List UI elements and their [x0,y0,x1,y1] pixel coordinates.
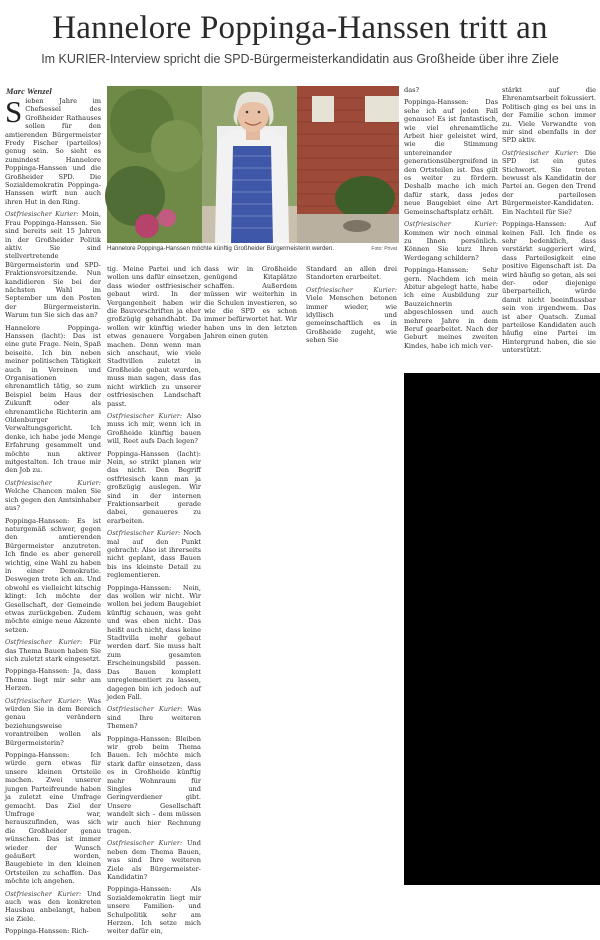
paragraph: tig. Meine Partei und ich wollen uns dafür einsetzen, dass wieder ostfriesischer gebaut wird. In der Vergangenheit haben wir die Bauvorschriften ja eher großzügig gehandhabt. Da wollen wir künftig wieder etwas genauere Vorgaben machen. Denn wenn man sich anschaut, wie viele Stadtvillen zuletzt in Großheide gebaut wurden, muss man sagen, dass das nicht wirklich zu unserer ostfriesischen Landschaft passt. [107,265,201,408]
paragraph: Poppinga-Hanssen: Ich würde gern etwas für unsere kleinen Ortsteile machen. Zwei unserer jungen Parteifreunde haben ja zuletzt eine Umfrage gemacht. Das Ziel der Umfrage war, herauszufinden, was sich die Großheider genau wünschen. Das ist immer wieder der Wunsch geäußert worden, Baugebiete in den kleinen Ortsteilen zu schaffen. Das möchte ich angehen. [5,751,101,886]
headline: Hannelore Poppinga-Hanssen tritt an [52,10,548,46]
paragraph: Poppinga-Hanssen: Ja, dass Thema liegt mir sehr am Herzen. [5,667,101,693]
paragraph: dass wir in Großheide genügend Kitaplätze schaffen. Außerdem müssen wir weiterhin in die Schulen investieren, so wie die SPD es schon immer befürwortet hat. Wir haben uns in den letzten Jahren einen guten [204,265,297,341]
paragraph: Ostfriesischer Kurier: Was sind Ihre weiteren Themen? [107,705,201,731]
paragraph: Ostfriesischer Kurier: Und neben dem Thema Bauen, was sind Ihre weiteren Ziele als Bürgermeister-Kandidatin? [107,839,202,882]
paragraph: Ostfriesischer Kurier: Noch mal auf den Punkt gebracht: Also ist ihrerseits nicht geplant, dass Bauen bis ins kleinste Detail zu reglementieren. [107,529,202,580]
paragraph: Poppinga-Hanssen: Nein, das wollen wir nicht. Wir wollen bei jedem Baugebiet künftig schauen, was geht und was eben nicht. Das heißt auch nicht, dass keine Stadtvilla mehr gebaut werden darf. Sie muss halt zum gesamten Erscheinungsbild passen. Das Bauen komplett unreglementiert zu lassen, dagegen bin ich jedoch auf jeden Fall. [107,583,201,701]
caption-text: Hannelore Poppinga-Hanssen möchte künftig Großheider Bürgermeisterin werden. [107,245,334,252]
paragraph: Ostfriesischer Kurier: Was würden Sie in dem Bereich genau verändern beziehungsweise vorantreiben wollen als Bürgermeisterin? [5,696,101,747]
paragraph: Poppinga-Hanssen: Rich- [5,927,89,936]
article-column-1 [5,94,102,940]
paragraph: Poppinga-Hanssen (lacht): Nein, so strikt planen wir das nicht. Den Begriff ostfriesisch kann man ja großzügig auslegen. Wir sind in der internen Fraktionsarbeit gerade dabei, genaueres zu erarbeiten. [107,449,201,525]
paragraph: das? [404,86,420,94]
article-column-3 [204,265,297,345]
paragraph: Ostfriesischer Kurier: Kommen wir noch einmal zu Ihnen persönlich. Können Sie kurz Ihren Werdegang schildern? [404,220,498,262]
paragraph: Ostfriesischer Kurier: Welche Chancen malen Sie sich gegen den Amtsinhaber aus? [5,478,101,513]
photo-credit: Foto: Privat [371,246,397,252]
photo-caption [107,245,399,252]
paragraph: stärkt auf die Ehrenamtsarbeit fokussiert. Politisch ging es bei uns in der Familie schon immer zu. Viele Verwandte von mir sind ebenfalls in der SPD aktiv. [502,86,596,145]
article-column-2 [107,265,201,940]
article-column-6 [502,86,596,359]
article-column-4 [306,265,397,349]
author-byline: Marc Wenzel [6,86,52,96]
paragraph: Ostfriesischer Kurier: Die SPD ist ein gutes Stichwort. Sie treten bewusst als Kandidatin der Partei an. Gegen den Trend der parteilosen Bürgermeister-Kandidaten. Ein Nachteil für Sie? [502,148,596,216]
photo-illustration [107,86,399,243]
paragraph: Hannelore Poppinga-Hanssen (lacht): Das ist eine gute Frage. Nein, Spaß beiseite. Ich bin neben meiner politischen Tätigkeit auch in Vereinen und Organisationen ehrenamtlich tätig, so zum Beispiel beim Haus der Zukunft oder als ehrenamtliche Richterin am Oldenburger Verwaltungsgericht. Ich denke, ich habe jede Menge Erfahrung gesammelt und möchte nun aktiver mitgestalten. Ich traue mir den Job zu. [5,323,101,475]
paragraph: Poppinga-Hanssen: Das sehe ich auf jeden Fall genauso! Es ist fantastisch, wie viel ehrenamtliche Arbeit hier geleistet wird, wie die Stimmung untereinander generationsübergreifend in den Ortsteilen ist. Das gilt es weiter zu fördern. Deshalb mache ich mich dafür stark, dass jedes neue Baugebiet eine Art Gemeinschaftsplatz erhält. [404,98,498,216]
paragraph: Poppinga-Hanssen: Es ist naturgemäß schwer, gegen den amtierenden Bürgermeister anzutreten. Ich finde es aber generell wichtig, eine Wahl zu haben in einer Demokratie. Deswegen trete ich an. Und obwohl es vielleicht kitschig klingt: Ich möchte der Gesellschaft, der Gemeinde etwas zurückgeben. Zudem möchte einige neue Akzente setzen. [5,516,101,634]
paragraph: Standard an allen drei Standorten erarbeitet. [306,265,397,282]
subheadline: Im KURIER-Interview spricht die SPD-Bürgermeisterkandidatin aus Großheide über ihre Ziele [41,52,559,66]
redacted-area [404,373,600,885]
paragraph: Sieben Jahre im Chefsessel des Großheider Rathauses sollen für den amtierenden Bürgermeister Fredy Fischer (parteilos) genug sein. So sieht es zumindest Hannelore Poppinga-Hanssen und die Großheider SPD. Die Sozialdemokratin Poppinga-Hanssen wirft nun auch ihren Hut in den Ring. [5,94,101,206]
paragraph: Poppinga-Hanssen: Auf keinen Fall. Ich finde es sehr bedenklich, dass verstärkt suggeriert wird, dass Parteilosigkeit eine positive Eigenschaft ist. Da wird häufig so getan, als sei der- oder diejenige überparteilich, würde damit nicht beeinflussbar sein von irgendwem. Das ist aber Quatsch. Zumal parteilose Kandidaten auch häufig eine Partei im Hintergrund haben, die sie unterstützt. [502,220,596,355]
paragraph: Ostfriesischer Kurier: Moin, Frau Poppinga-Hanssen. Sie sind bereits seit 15 Jahren in der Großheider Politik aktiv. Sie sind stellvertretende Bürgermeisterin und SPD-Fraktionsvorsitzende. Nun kandidieren Sie bei der nächsten Wahl im September um den Posten der Bürgermeisterin. Warum tun Sie sich das an? [5,210,101,320]
paragraph: Poppinga-Hanssen: Als Sozialdemokratin liegt mir unsere Familien- und Schulpolitik sehr am Herzen. Ich setze mich weiter dafür ein, [107,885,201,936]
drop-cap: S [5,94,23,129]
candidate-photo [107,86,399,243]
paragraph: Ostfriesischer Kurier: Für das Thema Bauen haben Sie sich zuletzt stark eingesetzt. [5,638,101,663]
paragraph: Ostfriesischer Kurier: Und auch was den konkreten Hausbau anbelangt, haben sie Ziele. [5,889,102,923]
article-column-5 [404,86,498,354]
paragraph: Ostfriesischer Kurier: Viele Menschen betonen immer wieder, wie idyllisch und gemeinschaftlich es in Großheide zugeht, wie sehen Sie [306,285,397,345]
paragraph: Poppinga-Hanssen: Sehr gern. Nachdem ich mein Abitur abgelegt hatte, habe ich eine Ausbildung zur Bauzeichnerin abgeschlossen und auch mehrere Jahre in dem Beruf gearbeitet. Nach der Geburt meines zweiten Kindes, habe ich mich ver- [404,266,498,350]
paragraph: Poppinga-Hanssen: Bleiben wir grob beim Thema Bauen. Ich möchte mich stark dafür einsetzen, dass es in Großheide künftig mehr Wohnraum für Singles und Geringverdiener gibt. Unsere Gesellschaft wandelt sich – dem müssen wir auch hier Rechnung tragen. [107,734,201,835]
paragraph: Ostfriesischer Kurier: Also muss ich mir, wenn ich in Großheide künftig bauen will, Reet aufs Dach legen? [107,411,201,446]
